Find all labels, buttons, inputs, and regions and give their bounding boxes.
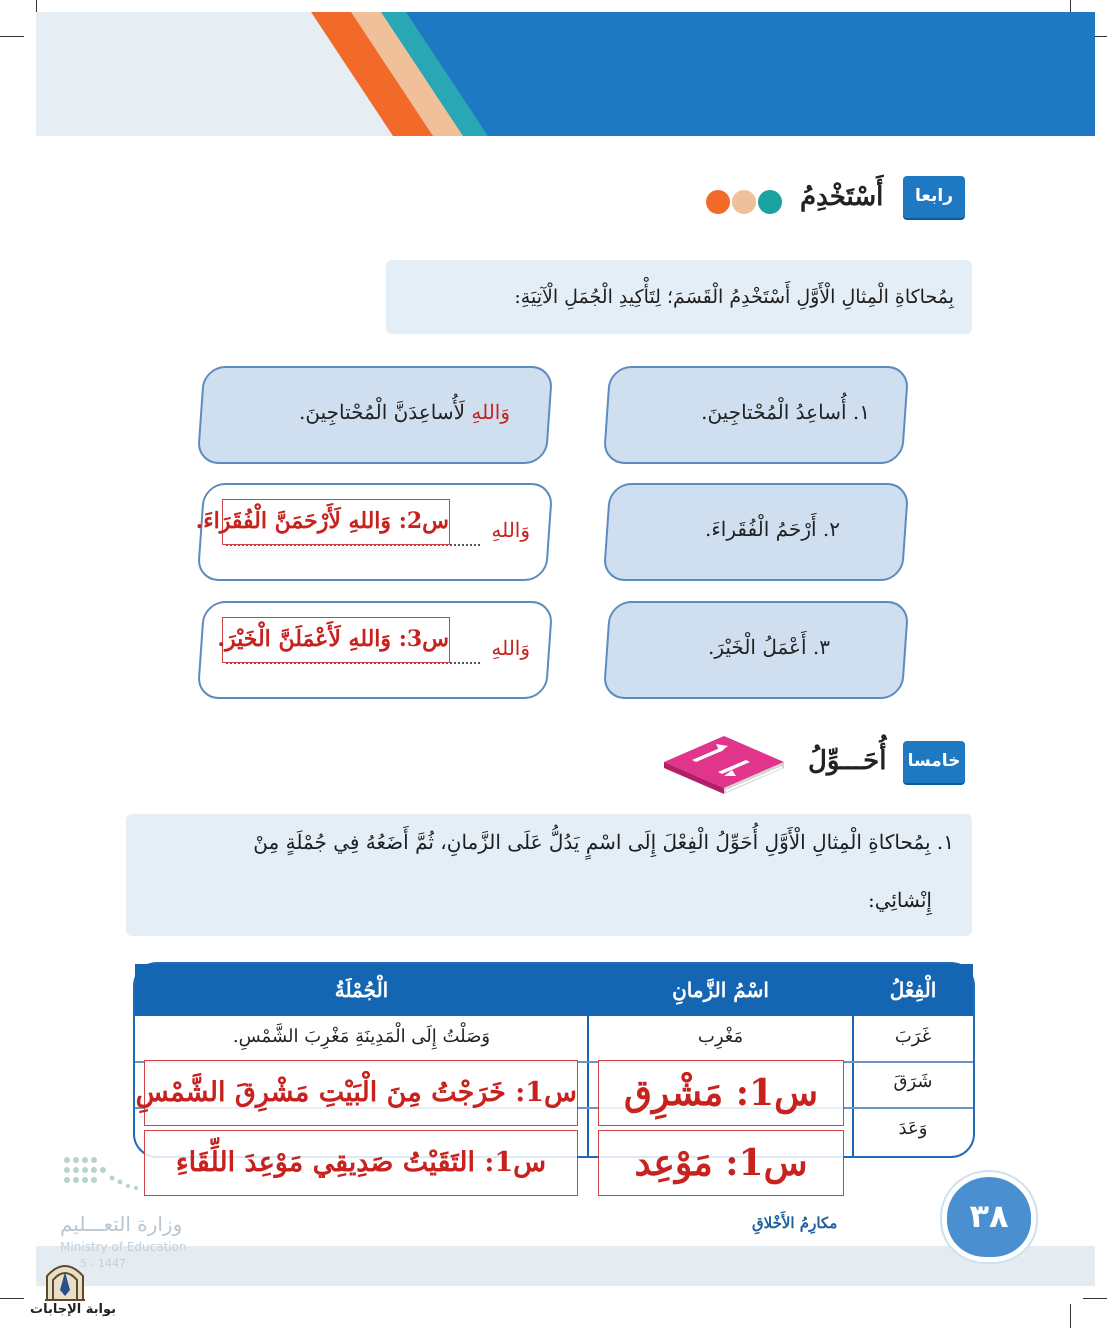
answer-rest: لَأُساعِدَنَّ الْمُحْتاجِينَ. <box>299 400 465 424</box>
section-badge: رابعا <box>903 176 965 218</box>
sentence-text: ٢. أَرْحَمُ الْفُقَراءَ. <box>705 517 840 541</box>
table-cell-noun: مَغْرِب <box>697 1026 744 1047</box>
ministry-name-en: Ministry of Education <box>60 1240 187 1254</box>
footer-band <box>36 1246 1095 1286</box>
table-cell-verb: شَرَقَ <box>893 1071 933 1092</box>
instruction-line-2: إِنْشائِي: <box>867 888 932 912</box>
answer-prefix: وَاللهِ <box>491 518 530 542</box>
table-cell-verb: وَعَدَ <box>898 1118 928 1139</box>
student-answer-sentence: س1: خَرَجْتُ مِنَ الْبَيْتِ مَشْرِقَ الشَّمْسِ <box>144 1060 578 1126</box>
crop-mark <box>0 1298 24 1299</box>
ministry-name-ar: وزارة التعـــليم <box>60 1212 183 1236</box>
instruction-line-1: ١. بِمُحاكاةِ الْمِثالِ الْأَوَّلِ أُحَوِّلُ الْفِعْلَ إِلَى اسْمٍ يَدُلُّ عَلَى الزَّمانِ، ثُمَّ أَضَعُهُ فِي جُمْلَةٍ مِنْ <box>253 830 954 854</box>
section-badge: خامسا <box>903 741 965 783</box>
book-title: مكارِمُ الأَخْلاقِ <box>752 1214 838 1232</box>
instruction-box <box>126 814 972 936</box>
ministry-logo-icon <box>62 1150 192 1200</box>
crop-mark <box>1070 1304 1071 1328</box>
section-title: أُحَـــوِّلُ <box>808 746 887 776</box>
book-icon <box>662 732 786 796</box>
portal-logo-icon <box>43 1256 87 1302</box>
answer-prefix: وَاللهِ <box>471 400 510 424</box>
section-title: أَسْتَخْدِمُ <box>800 182 884 212</box>
column-divider <box>587 964 589 1156</box>
header-verb: الْفِعْلُ <box>889 978 937 1002</box>
sentence-text: ٣. أَعْمَلُ الْخَيْرَ. <box>707 635 830 659</box>
answer-prefix: وَاللهِ <box>491 636 530 660</box>
student-answer-box: س2: وَاللهِ لَأَرْحَمَنَّ الْفُقَرَاءَ. <box>222 499 450 545</box>
table-cell-verb: غَرَبَ <box>894 1026 932 1047</box>
color-dot <box>758 190 782 214</box>
student-answer-sentence: س1: التَقَيْتُ صَدِيقِي مَوْعِدَ اللِّقَاءِ <box>144 1130 578 1196</box>
edition-year: 5 - 1447 <box>80 1257 126 1270</box>
student-answer-box: س3: وَاللهِ لَأَعْمَلَنَّ الْخَيْرَ. <box>222 617 450 663</box>
header-sentence: الْجُمْلَةُ <box>334 978 389 1002</box>
portal-name: بوابة الإجابات <box>30 1302 116 1317</box>
answer-text <box>240 400 510 424</box>
student-answer-noun: س1: مَشْرِق <box>598 1060 844 1126</box>
header-banner <box>36 12 1095 136</box>
color-dot <box>732 190 756 214</box>
crop-mark <box>0 36 24 37</box>
page-number: ٣٨ <box>942 1172 1036 1262</box>
student-answer-noun: س1: مَوْعِد <box>598 1130 844 1196</box>
color-dot <box>706 190 730 214</box>
instruction-text: بِمُحاكاةِ الْمِثالِ الْأَوَّلِ أَسْتَخْدِمُ الْقَسَمَ؛ لِتَأْكِيدِ الْجُمَلِ الْآتِيَةِ: <box>514 286 954 308</box>
sentence-text: ١. أُساعِدُ الْمُحْتاجِينَ. <box>701 400 870 424</box>
instruction-box <box>386 260 972 334</box>
header-noun: اسْمُ الزَّمانِ <box>672 978 769 1002</box>
crop-mark <box>1083 1298 1107 1299</box>
table-cell-sentence: وَصَلْتُ إِلَى الْمَدِينَةِ مَغْرِبَ الشَّمْسِ. <box>232 1026 491 1047</box>
